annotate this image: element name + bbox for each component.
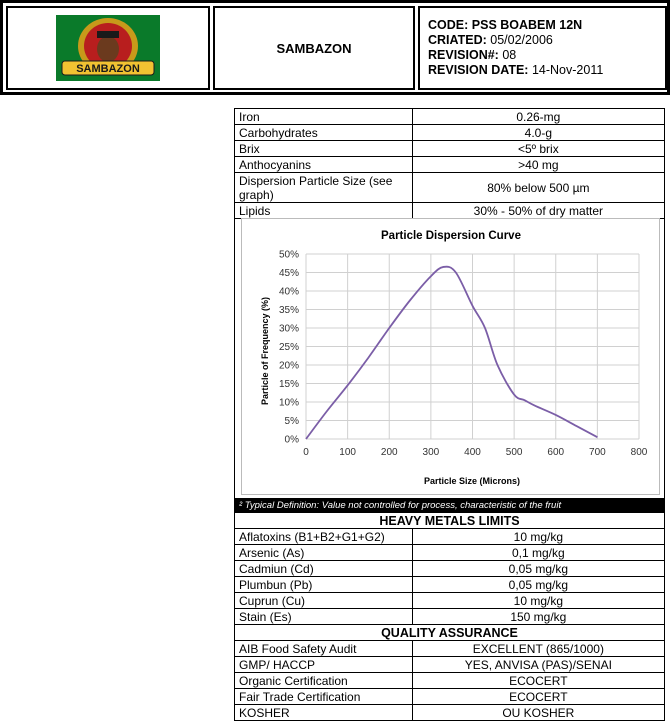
table-row	[235, 609, 665, 625]
qa-value: ECOCERT	[412, 673, 664, 689]
table-row	[235, 641, 665, 657]
assurance-table	[234, 498, 665, 721]
table-row	[235, 109, 665, 125]
spec-value: <5º brix	[412, 141, 664, 157]
x-axis-label: Particle Size (Microns)	[424, 476, 520, 486]
qa-label: GMP/ HACCP	[235, 657, 413, 673]
y-tick-label: 20%	[279, 361, 299, 372]
table-row	[235, 705, 665, 721]
y-tick-label: 40%	[279, 287, 299, 298]
logo-cell	[6, 6, 210, 90]
y-tick-label: 35%	[279, 305, 299, 316]
table-row	[235, 157, 665, 173]
spec-label: Brix	[235, 141, 413, 157]
x-tick-label: 400	[464, 447, 481, 458]
table-row	[235, 529, 665, 545]
y-tick-label: 30%	[279, 324, 299, 335]
metal-value: 10 mg/kg	[412, 529, 664, 545]
metal-label: Aflatoxins (B1+B2+G1+G2)	[235, 529, 413, 545]
table-row	[235, 577, 665, 593]
x-tick-label: 200	[381, 447, 398, 458]
metal-value: 10 mg/kg	[412, 593, 664, 609]
y-tick-label: 25%	[279, 342, 299, 353]
sambazon-logo	[56, 15, 160, 81]
y-axis-label: Particle of Frequency (%)	[260, 297, 270, 405]
document-header	[0, 0, 670, 95]
qa-value: OU KOSHER	[412, 705, 664, 721]
footnote: ² Typical Definition: Value not controlled for process, characteristic of the fruit	[235, 499, 665, 513]
metal-value: 0,1 mg/kg	[412, 545, 664, 561]
spec-label: Anthocyanins	[235, 157, 413, 173]
spec-label: Dispersion Particle Size (see graph)	[235, 173, 413, 203]
x-tick-label: 600	[547, 447, 564, 458]
spec-label: Iron	[235, 109, 413, 125]
document-info	[418, 6, 667, 90]
y-tick-label: 5%	[285, 416, 300, 427]
table-row	[235, 141, 665, 157]
table-row	[235, 545, 665, 561]
table-row	[235, 173, 665, 203]
qa-value: YES, ANVISA (PAS)/SENAI	[412, 657, 664, 673]
metal-value: 150 mg/kg	[412, 609, 664, 625]
y-tick-label: 10%	[279, 398, 299, 409]
revision-line: REVISION#: 08	[428, 48, 665, 63]
spec-value: >40 mg	[412, 157, 664, 173]
company-name: SAMBAZON	[213, 6, 415, 90]
spec-value: 80% below 500 µm	[412, 173, 664, 203]
x-tick-label: 0	[303, 447, 309, 458]
table-row	[235, 125, 665, 141]
qa-label: KOSHER	[235, 705, 413, 721]
spec-value: 30% - 50% of dry matter	[412, 203, 664, 219]
x-tick-label: 500	[506, 447, 523, 458]
code-line: CODE: PSS BOABEM 12N	[428, 18, 665, 33]
revision-date-line: REVISION DATE: 14-Nov-2011	[428, 63, 665, 78]
chart-cell	[234, 215, 665, 498]
heavy-metals-title: HEAVY METALS LIMITS	[235, 513, 665, 529]
table-row	[235, 673, 665, 689]
quality-assurance-title: QUALITY ASSURANCE	[235, 625, 665, 641]
chart-title: Particle Dispersion Curve	[381, 230, 521, 242]
qa-label: Fair Trade Certification	[235, 689, 413, 705]
table-row	[235, 561, 665, 577]
spec-value: 4.0-g	[412, 125, 664, 141]
metal-label: Plumbun (Pb)	[235, 577, 413, 593]
x-tick-label: 300	[423, 447, 440, 458]
dispersion-curve-line	[306, 267, 597, 439]
qa-value: EXCELLENT (865/1000)	[412, 641, 664, 657]
metal-value: 0,05 mg/kg	[412, 577, 664, 593]
qa-label: Organic Certification	[235, 673, 413, 689]
y-tick-label: 0%	[285, 435, 300, 446]
y-tick-label: 50%	[279, 250, 299, 261]
x-tick-label: 100	[339, 447, 356, 458]
y-tick-label: 15%	[279, 379, 299, 390]
metal-label: Stain (Es)	[235, 609, 413, 625]
spec-label: Carbohydrates	[235, 125, 413, 141]
section-header-row	[235, 625, 665, 641]
chart-box	[241, 218, 660, 495]
y-tick-label: 45%	[279, 268, 299, 279]
metal-value: 0,05 mg/kg	[412, 561, 664, 577]
table-row	[235, 657, 665, 673]
qa-value: ECOCERT	[412, 689, 664, 705]
table-row	[235, 593, 665, 609]
qa-label: AIB Food Safety Audit	[235, 641, 413, 657]
x-tick-label: 800	[631, 447, 648, 458]
spec-label: Lipids	[235, 203, 413, 219]
footnote-row	[235, 499, 665, 513]
metal-label: Cuprun (Cu)	[235, 593, 413, 609]
logo-text: SAMBAZON	[76, 63, 140, 75]
x-tick-label: 700	[589, 447, 606, 458]
metal-label: Arsenic (As)	[235, 545, 413, 561]
section-header-row	[235, 513, 665, 529]
table-row	[235, 689, 665, 705]
spec-value: 0.26-mg	[412, 109, 664, 125]
particle-dispersion-chart	[242, 219, 661, 496]
specs-table	[234, 108, 665, 219]
created-line: CRIATED: 05/02/2006	[428, 33, 665, 48]
metal-label: Cadmiun (Cd)	[235, 561, 413, 577]
